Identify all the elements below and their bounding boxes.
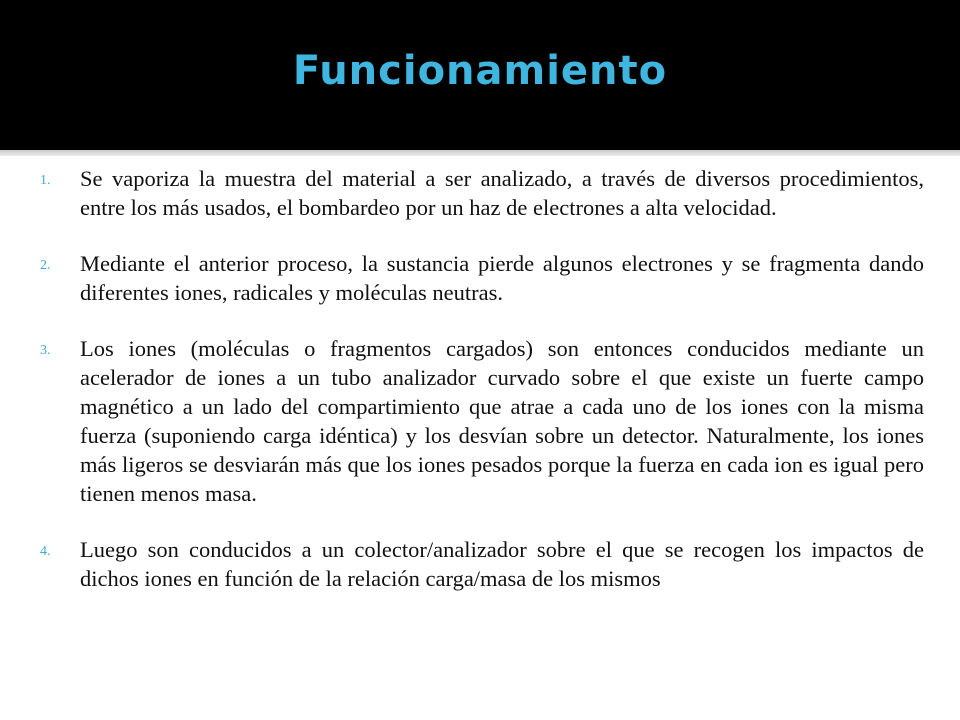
numbered-list xyxy=(40,164,924,620)
list-item-text: Los iones (moléculas o fragmentos cargados) son entonces conducidos mediante un acelerador de iones a un tubo analizador curvado sobre el que existe un fuerte campo magnético a un lado del compartimiento que atrae a cada uno de los iones con la misma fuerza (suponiendo carga idéntica) y los desvían sobre un detector. Naturalmente, los iones más ligeros se desviarán más que los iones pesados porque la fuerza en cada ion es igual pero tienen menos masa. xyxy=(80,336,924,506)
list-item-2 xyxy=(40,249,924,307)
list-item-3 xyxy=(40,334,924,508)
title-divider xyxy=(0,150,960,156)
slide-title: Funcionamiento xyxy=(292,48,668,94)
list-item-number: 1. xyxy=(40,173,51,188)
list-item-number: 4. xyxy=(40,544,51,559)
list-item-number: 2. xyxy=(40,258,51,273)
title-band xyxy=(0,0,960,150)
list-item-number: 3. xyxy=(40,343,51,358)
list-item-text: Se vaporiza la muestra del material a ser analizado, a través de diversos procedimientos, entre los más usados, el bombardeo por un haz de electrones a alta velocidad. xyxy=(80,166,924,220)
list-item-1 xyxy=(40,164,924,222)
list-item-text: Mediante el anterior proceso, la sustancia pierde algunos electrones y se fragmenta dando diferentes iones, radicales y moléculas neutras. xyxy=(80,251,924,305)
list-item-text: Luego son conducidos a un colector/analizador sobre el que se recogen los impactos de dichos iones en función de la relación carga/masa de los mismos xyxy=(80,537,924,591)
list-item-4 xyxy=(40,535,924,593)
